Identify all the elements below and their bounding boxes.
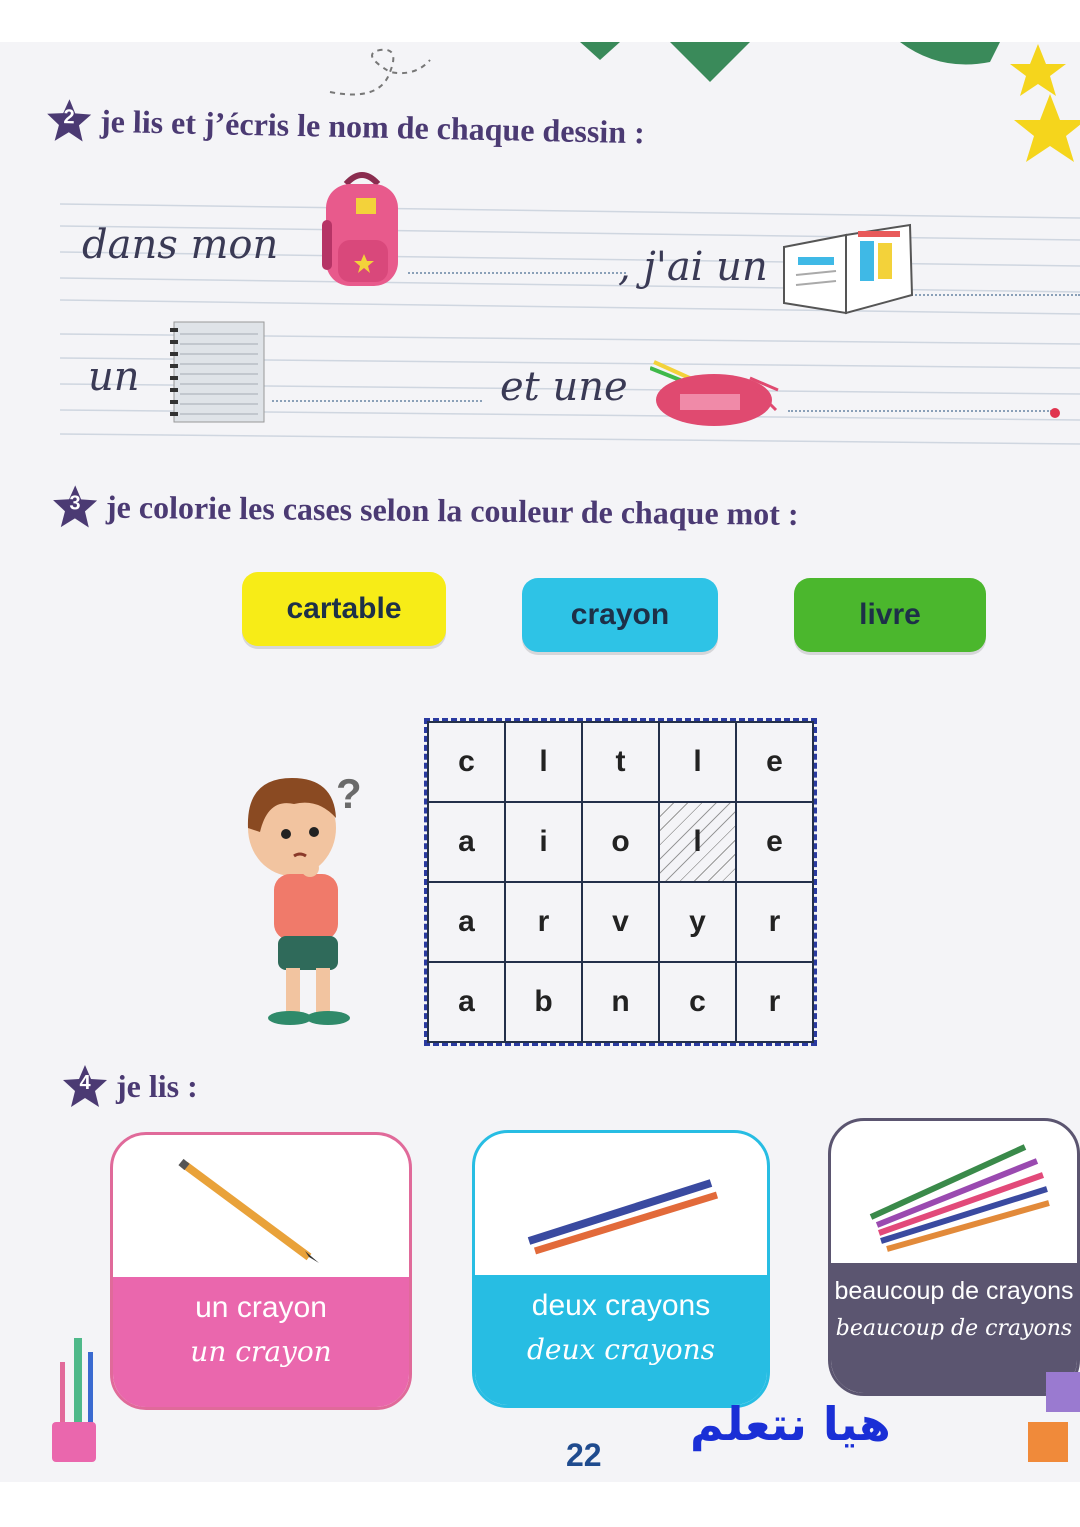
card-deux-crayons	[472, 1130, 770, 1408]
grid-row	[428, 962, 813, 1042]
grid-cell[interactable]: o	[582, 802, 659, 882]
answer-blank-3[interactable]	[272, 400, 482, 402]
card-print-text: deux crayons	[531, 1289, 711, 1322]
card-script-text: beaucoup de crayons	[835, 1316, 1073, 1341]
grid-cell[interactable]: l	[659, 722, 736, 802]
grid-cell-hatched[interactable]: l	[659, 802, 736, 882]
grid-cell[interactable]: c	[659, 962, 736, 1042]
grid-cell[interactable]: a	[428, 882, 505, 962]
grid-row	[428, 722, 813, 802]
card-label-band	[113, 1277, 409, 1407]
card-print-text: un crayon	[195, 1291, 327, 1324]
word-cartable[interactable]: cartable	[242, 572, 446, 646]
red-dot	[1050, 408, 1060, 418]
card-beaucoup-de-crayons	[828, 1118, 1080, 1396]
card-label-band	[475, 1275, 767, 1405]
worksheet-page	[0, 42, 1080, 1482]
grid-cell[interactable]: l	[505, 722, 582, 802]
many-pencils-icon	[831, 1121, 1077, 1261]
section-3-title	[52, 484, 799, 536]
writing-line2-mid: et une	[500, 364, 628, 410]
writing-line2-start: un	[88, 354, 140, 400]
dashed-swirl	[320, 42, 440, 102]
brand-watermark: هيا نتعلم	[690, 1397, 891, 1451]
word-crayon[interactable]: crayon	[522, 578, 718, 652]
grid-cell[interactable]: r	[736, 962, 813, 1042]
star-icon: 2	[46, 98, 93, 143]
word-livre[interactable]: livre	[794, 578, 986, 652]
book-image	[780, 217, 916, 317]
card-script-text: deux crayons	[526, 1333, 716, 1366]
alphabet-blocks-decoration	[1028, 1372, 1080, 1482]
two-pencils-icon	[475, 1133, 767, 1273]
section-4-text: je lis :	[116, 1067, 198, 1104]
grid-cell[interactable]: c	[428, 722, 505, 802]
pencil-case-image	[650, 360, 780, 432]
bottom-margin	[0, 1482, 1080, 1527]
pencil-icon	[113, 1135, 409, 1275]
star-icon: 4	[62, 1064, 108, 1108]
grid-cell[interactable]: r	[505, 882, 582, 962]
grid-cell[interactable]: b	[505, 962, 582, 1042]
grid-cell[interactable]: y	[659, 882, 736, 962]
grid-cell[interactable]: e	[736, 722, 813, 802]
grid-row	[428, 802, 813, 882]
grid-cell[interactable]: i	[505, 802, 582, 882]
page-number: 22	[566, 1437, 602, 1473]
section-2-text: je lis et j’écris le nom de chaque dessin :	[99, 102, 646, 150]
grid-cell[interactable]: n	[582, 962, 659, 1042]
star-icon: 3	[52, 484, 98, 528]
card-print-text: beaucoup de crayons	[834, 1277, 1074, 1305]
grid-cell[interactable]: t	[582, 722, 659, 802]
pencil-cup-decoration	[48, 1332, 108, 1462]
svg-text:?: ?	[336, 770, 362, 817]
card-un-crayon	[110, 1132, 412, 1410]
answer-blank-1[interactable]	[408, 272, 626, 274]
card-script-text: un crayon	[190, 1335, 332, 1368]
letter-grid	[424, 718, 817, 1046]
top-margin	[0, 0, 1080, 42]
section-4-title	[62, 1064, 198, 1108]
grid-cell[interactable]: e	[736, 802, 813, 882]
grid-row	[428, 882, 813, 962]
grid-cell[interactable]: v	[582, 882, 659, 962]
thinking-boy-illustration	[238, 758, 368, 1026]
notebook-image	[168, 320, 268, 424]
backpack-image	[316, 170, 408, 290]
section-2-title	[46, 98, 646, 155]
grid-cell[interactable]: r	[736, 882, 813, 962]
answer-blank-4[interactable]	[788, 410, 1052, 412]
writing-line1-start: dans mon	[82, 222, 279, 268]
writing-line1-mid: , j'ai un	[618, 244, 768, 290]
grid-cell[interactable]: a	[428, 962, 505, 1042]
grid-cell[interactable]: a	[428, 802, 505, 882]
section-3-text: je colorie les cases selon la couleur de chaque mot :	[105, 488, 799, 532]
